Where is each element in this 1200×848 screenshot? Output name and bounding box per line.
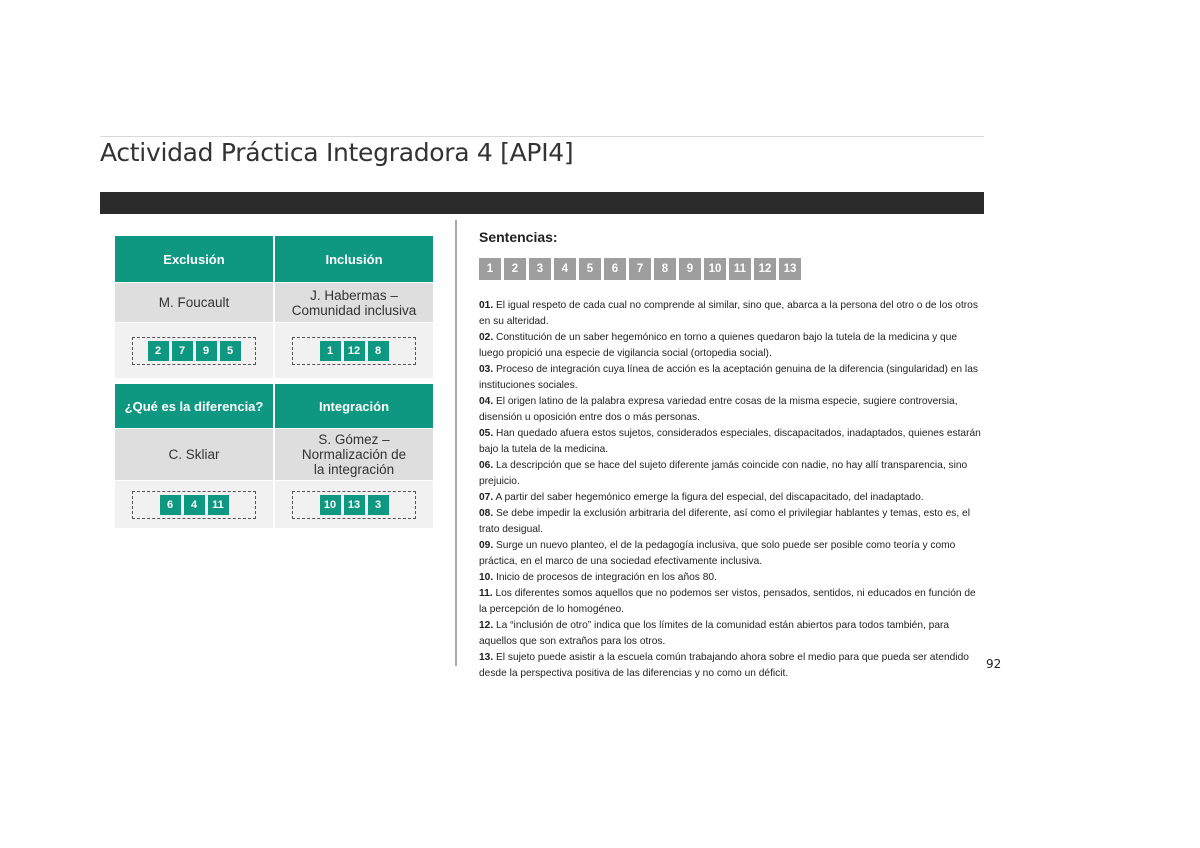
- sentence-number-chip[interactable]: 8: [654, 258, 676, 280]
- answer-chip[interactable]: 2: [148, 341, 169, 361]
- sentence-number-chip[interactable]: 1: [479, 258, 501, 280]
- sentence-number-chip[interactable]: 7: [629, 258, 651, 280]
- sentences-title: Sentencias:: [479, 229, 558, 245]
- drop-zone-diferencia[interactable]: [132, 491, 256, 519]
- category-header-inclusion: Inclusión: [273, 236, 433, 282]
- sentence-item: 02. Constitución de un saber hegemónico en torno a quienes quedaron bajo la tutela de la medicina y que luego propició una especie de vigilancia social (ortopedia social).: [479, 332, 958, 359]
- answer-chip[interactable]: 9: [196, 341, 217, 361]
- author-foucault: M. Foucault: [115, 282, 273, 322]
- answer-chip[interactable]: 1: [320, 341, 341, 361]
- answer-chip[interactable]: 7: [172, 341, 193, 361]
- answer-chip[interactable]: 13: [344, 495, 365, 515]
- header-bar: [100, 192, 984, 214]
- author-skliar: C. Skliar: [115, 428, 273, 480]
- answer-chip[interactable]: 11: [208, 495, 229, 515]
- category-header-exclusion: Exclusión: [115, 236, 273, 282]
- sentence-item: 05. Han quedado afuera estos sujetos, considerados especiales, discapacitados, inadaptados, quienes estarán bajo la tutela de la medicina.: [479, 428, 981, 455]
- sentence-number-chip[interactable]: 9: [679, 258, 701, 280]
- drop-zone-exclusion[interactable]: [132, 337, 256, 365]
- sentence-item: 09. Surge un nuevo planteo, el de la pedagogía inclusiva, que solo puede ser posible como teoría y como práctica, en el marco de una sociedad efectivamente inclusiva.: [479, 540, 956, 567]
- answer-chip[interactable]: 6: [160, 495, 181, 515]
- drop-zone-integracion[interactable]: [292, 491, 416, 519]
- sentence-list: [479, 298, 984, 679]
- sentence-number-chip[interactable]: 6: [604, 258, 626, 280]
- category-header-diferencia: ¿Qué es la diferencia?: [115, 384, 273, 428]
- sentence-item: 11. Los diferentes somos aquellos que no podemos ser vistos, pensados, sentidos, ni educados en función de la percepción de lo homogéneo.: [479, 588, 976, 615]
- sentence-item: 13. El sujeto puede asistir a la escuela común trabajando ahora sobre el medio para que pueda ser atendido desde la perspectiva positiva de las diferencias y no como un déficit.: [479, 652, 969, 679]
- top-rule: [100, 136, 984, 137]
- sentence-number-chip[interactable]: 5: [579, 258, 601, 280]
- answer-chip[interactable]: 8: [368, 341, 389, 361]
- sentence-item: 03. Proceso de integración cuya línea de acción es la aceptación genuina de la diferencia (singularidad) en las instituciones sociales.: [479, 364, 978, 391]
- sentence-number-chip[interactable]: 11: [729, 258, 751, 280]
- category-header-integracion: Integración: [273, 384, 433, 428]
- sentence-number-chip[interactable]: 4: [554, 258, 576, 280]
- author-habermas: J. Habermas – Comunidad inclusiva: [273, 282, 433, 322]
- match-table-1: [115, 236, 433, 378]
- sentence-item: 06. La descripción que se hace del sujeto diferente jamás coincide con nadie, no hay allí transparencia, sino prejuicio.: [479, 460, 968, 487]
- sentence-item: 12. La “inclusión de otro” indica que los límites de la comunidad están abiertos para todos también, para aquellos que son extraños para los otros.: [479, 620, 950, 647]
- sentence-number-bar: [479, 258, 801, 280]
- sentence-item: 08. Se debe impedir la exclusión arbitraria del diferente, así como el privilegiar hablantes y temas, esto es, el trato desigual.: [479, 508, 970, 535]
- answer-chip[interactable]: 12: [344, 341, 365, 361]
- sentence-item: 10. Inicio de procesos de integración en los años 80.: [479, 572, 717, 583]
- sentence-item: 07. A partir del saber hegemónico emerge la figura del especial, del discapacitado, del inadaptado.: [479, 492, 924, 503]
- sentence-number-chip[interactable]: 12: [754, 258, 776, 280]
- answer-chip[interactable]: 3: [368, 495, 389, 515]
- sentence-item: 04. El origen latino de la palabra expresa variedad entre cosas de la misma especie, sugiere controversia, disensión u oposición entre dos o más personas.: [479, 396, 958, 423]
- sentence-number-chip[interactable]: 2: [504, 258, 526, 280]
- page-number: 92: [986, 657, 1002, 671]
- author-gomez: S. Gómez – Normalización de la integración: [273, 428, 433, 480]
- answer-chip[interactable]: 5: [220, 341, 241, 361]
- sentence-number-chip[interactable]: 13: [779, 258, 801, 280]
- drop-zone-inclusion[interactable]: [292, 337, 416, 365]
- sentence-item: 01. El igual respeto de cada cual no comprende al similar, sino que, abarca a la persona del otro o de los otros en su alteridad.: [479, 300, 978, 327]
- answer-chip[interactable]: 10: [320, 495, 341, 515]
- match-table-2: [115, 384, 433, 528]
- answer-chip[interactable]: 4: [184, 495, 205, 515]
- page-title: Actividad Práctica Integradora 4 [API4]: [100, 138, 574, 167]
- column-divider: [455, 220, 457, 666]
- sentence-number-chip[interactable]: 3: [529, 258, 551, 280]
- sentence-number-chip[interactable]: 10: [704, 258, 726, 280]
